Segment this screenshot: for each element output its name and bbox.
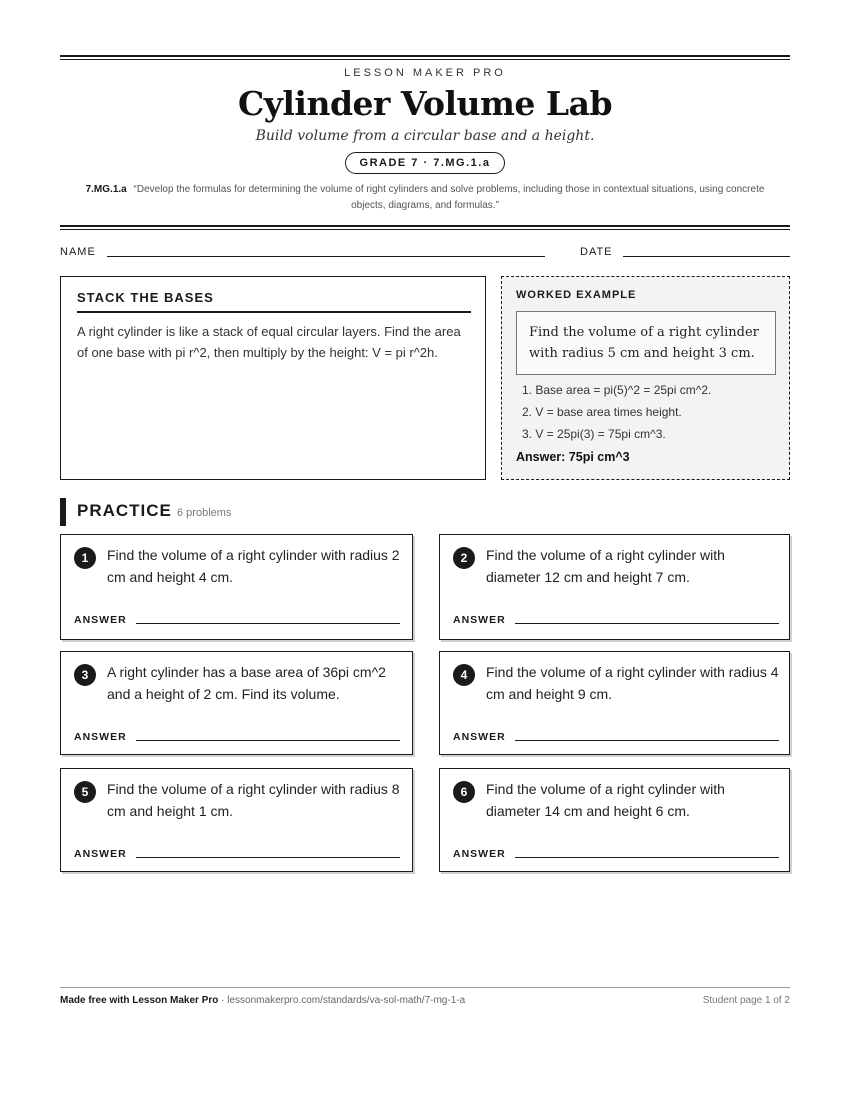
answer-label: ANSWER [74, 614, 127, 626]
worked-step-text: V = base area times height. [535, 405, 682, 419]
problem-card-1 [60, 534, 413, 640]
problem-number: 6 [453, 781, 475, 803]
worked-step-text: Base area = pi(5)^2 = 25pi cm^2. [535, 383, 712, 397]
name-field[interactable] [107, 256, 545, 257]
answer-label: ANSWER [74, 731, 127, 743]
stack-text: A right cylinder is like a stack of equal circular layers. Find the area of one base with pi r^2, then multiply by the height: V = pi r^2h. [77, 324, 461, 360]
answer-field[interactable] [136, 740, 400, 741]
footer-page-number: Student page 1 of 2 [702, 995, 790, 1006]
answer-field[interactable] [515, 623, 779, 624]
worked-example-panel [501, 276, 790, 480]
footer-credit [60, 995, 465, 1006]
practice-count: 6 problems [177, 507, 232, 519]
problem-card-4 [439, 651, 790, 755]
worked-step: 1. Base area = pi(5)^2 = 25pi cm^2. [522, 383, 712, 397]
worked-problem: Find the volume of a right cylinder with radius 5 cm and height 3 cm. [516, 311, 776, 375]
problem-text: Find the volume of a right cylinder with radius 4 cm and height 9 cm. [486, 664, 779, 702]
problem-number: 2 [453, 547, 475, 569]
answer-label: ANSWER [453, 731, 506, 743]
stack-title: STACK THE BASES [77, 290, 471, 313]
problem-card-5 [60, 768, 413, 872]
answer-label: ANSWER [74, 848, 127, 860]
problem-text: Find the volume of a right cylinder with diameter 12 cm and height 7 cm. [486, 547, 725, 585]
problem-number: 1 [74, 547, 96, 569]
page-title: Cylinder Volume Lab [237, 84, 613, 123]
worked-step: 2. V = base area times height. [522, 405, 682, 419]
footer-rule [60, 987, 790, 988]
header-bottom-rule [60, 225, 790, 230]
worked-step: 3. V = 25pi(3) = 75pi cm^3. [522, 427, 666, 441]
grade-badge-wrap [60, 152, 790, 174]
name-label: NAME [60, 246, 96, 258]
answer-field[interactable] [515, 740, 779, 741]
stack-the-bases-panel [60, 276, 486, 480]
top-double-rule [60, 55, 790, 60]
problem-text: Find the volume of a right cylinder with radius 2 cm and height 4 cm. [107, 547, 400, 585]
problem-text: Find the volume of a right cylinder with diameter 14 cm and height 6 cm. [486, 781, 725, 819]
problem-card-3 [60, 651, 413, 755]
problem-text: Find the volume of a right cylinder with radius 8 cm and height 1 cm. [107, 781, 400, 819]
standard-description [68, 182, 782, 214]
page-subtitle: Build volume from a circular base and a height. [255, 128, 595, 144]
problem-number: 3 [74, 664, 96, 686]
date-field[interactable] [623, 256, 790, 257]
standard-text: “Develop the formulas for determining the volume of right cylinders and solve problems, including those in contextual situations, using concrete objects, diagrams, and formulas.” [133, 184, 765, 211]
worksheet-page [60, 0, 790, 1100]
answer-field[interactable] [136, 623, 400, 624]
practice-accent-bar [60, 498, 66, 526]
problem-number: 4 [453, 664, 475, 686]
answer-field[interactable] [136, 857, 400, 858]
problem-number: 5 [74, 781, 96, 803]
worked-title: WORKED EXAMPLE [516, 289, 637, 301]
problem-text: A right cylinder has a base area of 36pi cm^2 and a height of 2 cm. Find its volume. [107, 664, 386, 702]
answer-label: ANSWER [453, 614, 506, 626]
problem-card-6 [439, 768, 790, 872]
grade-badge: GRADE 7 · 7.MG.1.a [345, 152, 506, 174]
problem-card-2 [439, 534, 790, 640]
footer-made: Made free with Lesson Maker Pro [60, 995, 219, 1006]
worked-steps [522, 379, 782, 445]
date-label: DATE [580, 246, 613, 258]
practice-heading: PRACTICE [77, 501, 172, 520]
brand-name: LESSON MAKER PRO [344, 67, 506, 79]
answer-label: ANSWER [453, 848, 506, 860]
worked-step-text: V = 25pi(3) = 75pi cm^3. [535, 427, 666, 441]
answer-field[interactable] [515, 857, 779, 858]
worked-answer: Answer: 75pi cm^3 [516, 450, 630, 464]
footer-url[interactable]: · lessonmakerpro.com/standards/va-sol-math/7-mg-1-a [218, 995, 466, 1006]
standard-code: 7.MG.1.a [85, 184, 127, 195]
